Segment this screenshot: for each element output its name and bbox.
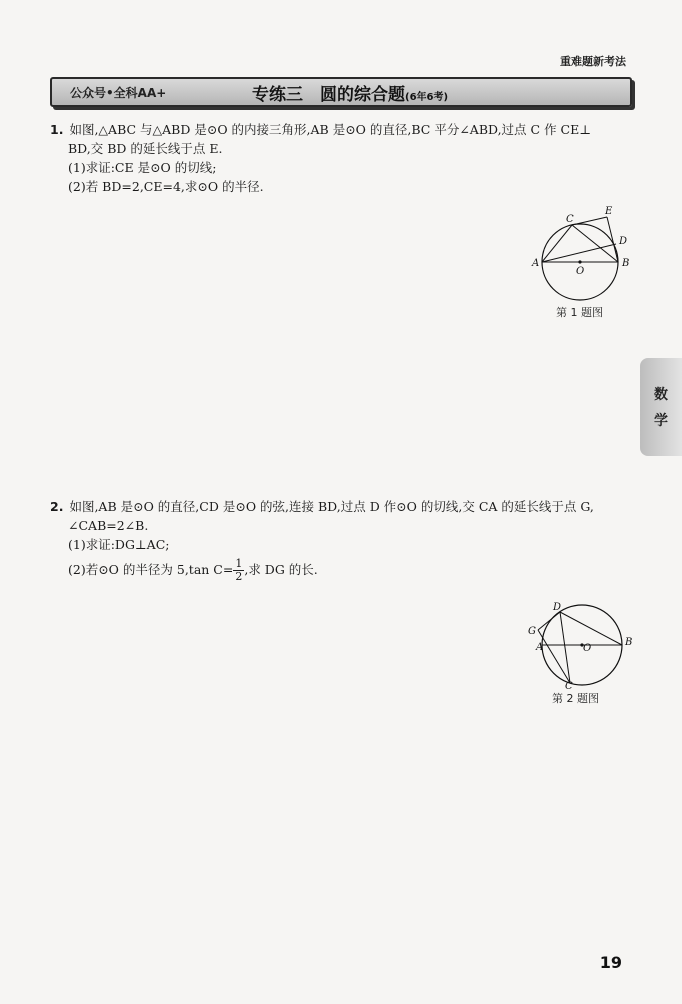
subject-side-tab — [640, 358, 682, 456]
section-title-text: 专练三 圆的综合题 — [252, 85, 405, 105]
figure-1-label-a: A — [532, 258, 540, 269]
problem-2-line-2: ∠CAB=2∠B. — [68, 518, 149, 533]
figure-1-label-e: E — [605, 206, 613, 217]
subject-side-tab-label: 数学 — [654, 387, 668, 429]
figure-1 — [530, 204, 640, 308]
fraction-one-half — [233, 558, 244, 583]
problem-2-part-2-prefix: (2)若⊙O 的半径为 5,tan C= — [68, 562, 234, 577]
figure-2-chord-cd — [560, 612, 570, 683]
problem-2-number: 2. — [50, 499, 64, 514]
figure-1-label-d: D — [619, 236, 628, 247]
figure-2-caption: 第 2 题图 — [552, 692, 599, 705]
problem-1-line-2: BD,交 BD 的延长线于点 E. — [68, 141, 223, 156]
figure-2-line-gc — [538, 630, 570, 683]
figure-1-line-be — [607, 217, 618, 262]
figure-2-tangent-dg — [538, 612, 560, 630]
figure-1-segment-cb — [572, 225, 618, 262]
problem-1 — [50, 120, 591, 196]
figure-2-segment-db — [560, 612, 622, 645]
fraction-numerator: 1 — [235, 557, 243, 570]
problem-2-text-1: 如图,AB 是⊙O 的直径,CD 是⊙O 的弦,连接 BD,过点 D 作⊙O 的切线,交 CA 的延长线于点 G, — [69, 499, 594, 514]
header-series-title: 重难题新考法 — [560, 55, 626, 68]
figure-2-label-a: A — [536, 642, 544, 653]
figure-2-label-g: G — [528, 626, 536, 637]
problem-2-part-1: (1)求证:DG⊥AC; — [68, 537, 170, 552]
problem-1-number: 1. — [50, 122, 64, 137]
problem-2 — [50, 497, 594, 583]
problem-2-part-2-suffix: ,求 DG 的长. — [244, 562, 318, 577]
figure-1-caption: 第 1 题图 — [556, 306, 603, 319]
fraction-denominator: 2 — [235, 570, 243, 583]
figure-2-label-b: B — [625, 637, 633, 648]
figure-1-segment-ce — [572, 217, 607, 225]
figure-1-label-o: O — [576, 266, 585, 277]
problem-1-part-1: (1)求证:CE 是⊙O 的切线; — [68, 160, 217, 175]
problem-2-line-1 — [50, 497, 594, 516]
figure-1-label-b: B — [622, 258, 630, 269]
figure-2-label-o: O — [583, 643, 592, 654]
problem-2-part-2 — [50, 558, 594, 583]
problem-1-part-2: (2)若 BD=2,CE=4,求⊙O 的半径. — [68, 179, 264, 194]
figure-2-label-d: D — [553, 602, 562, 613]
figure-1-segment-ad — [542, 244, 616, 262]
problem-1-line-1 — [50, 120, 591, 139]
section-title — [252, 80, 448, 105]
figure-2 — [522, 600, 637, 694]
problem-1-text-1: 如图,△ABC 与△ABD 是⊙O 的内接三角形,AB 是⊙O 的直径,BC 平分∠ABD,过点 C 作 CE⊥ — [69, 122, 591, 137]
section-banner — [50, 77, 632, 107]
figure-1-label-c: C — [566, 214, 574, 225]
banner-watermark: 公众号•全科AA+ — [70, 86, 167, 100]
figure-2-label-c: C — [565, 681, 573, 690]
section-subtitle: (6年6考) — [405, 92, 449, 103]
page-number: 19 — [599, 953, 622, 972]
figure-1-center — [578, 260, 581, 263]
